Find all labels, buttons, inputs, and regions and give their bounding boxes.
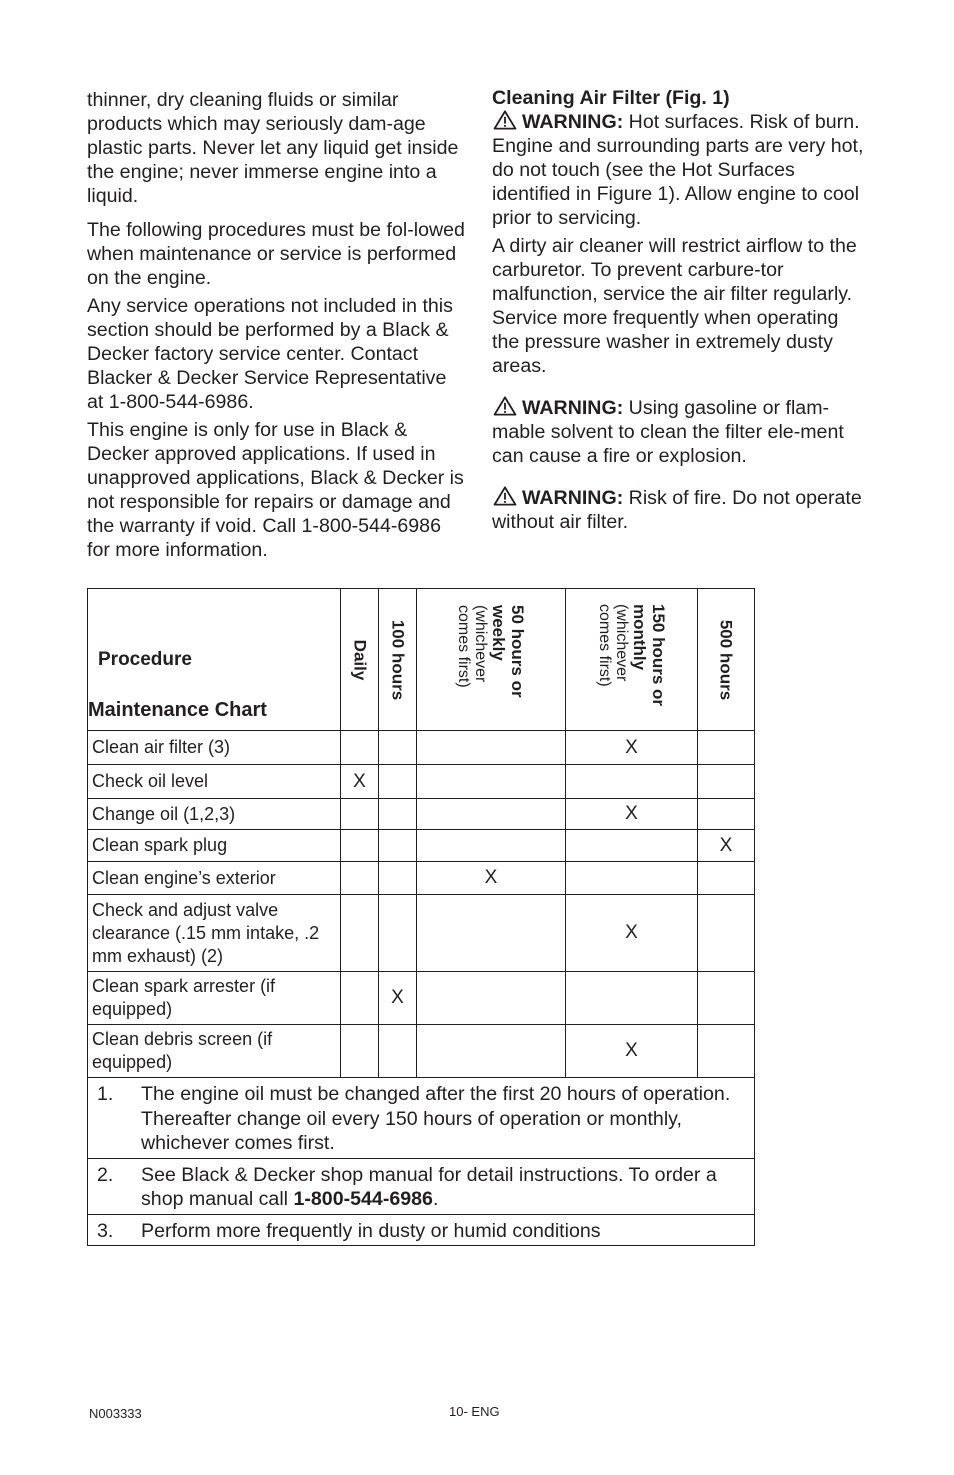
paragraph-cleaning-fluids: thinner, dry cleaning fluids or similar products which may seriously dam-age plastic parts. Never let any liquid get inside the engine; never immerse engine into a liquid.	[87, 89, 459, 207]
mark-150-hours	[566, 830, 698, 862]
paragraph-dirty-air-cleaner: A dirty air cleaner will restrict airflow to the carburetor. To prevent carbure-tor malfunction, service the air filter regularly. Service more frequently when operating the pressure washer in extremely dusty areas.	[492, 235, 857, 377]
maintenance-chart	[87, 588, 755, 1246]
task-cell: Clean debris screen (if equipped)	[88, 1025, 341, 1078]
procedure-header: Procedure	[98, 649, 192, 670]
document-number: N003333	[89, 1406, 142, 1421]
note-row	[88, 1078, 755, 1159]
task-cell: Clean engine’s exterior	[88, 862, 341, 895]
header-500-hours: 500 hours	[716, 619, 736, 700]
mark-50-hours	[417, 972, 566, 1025]
mark-150-hours: X	[566, 731, 698, 765]
warning-text: Using gasoline or flam-mable solvent to clean the filter ele-ment can cause a fire or explosion.	[492, 397, 844, 467]
note-row	[88, 1158, 755, 1214]
header-50-hours: 50 hours or weekly	[489, 604, 527, 698]
warning-label: WARNING:	[522, 397, 624, 419]
warning-gasoline	[492, 396, 870, 468]
mark-100-hours	[379, 862, 417, 895]
note-text-container	[141, 1163, 748, 1212]
header-50-hours-note: (whichever comes first)	[455, 604, 489, 688]
mark-100-hours: X	[379, 972, 417, 1025]
mark-500-hours	[698, 799, 755, 830]
mark-daily	[341, 862, 379, 895]
left-column	[87, 88, 465, 562]
mark-daily	[341, 1025, 379, 1078]
paragraph-service-operations: Any service operations not included in this section should be performed by a Black & Decker factory service center. Contact Blacker & Decker Service Representative at 1-800-544-6986.	[87, 295, 453, 413]
mark-daily	[341, 799, 379, 830]
warning-triangle-icon	[492, 110, 518, 130]
task-cell: Clean spark plug	[88, 830, 341, 862]
table-row	[88, 895, 755, 972]
task-cell: Check and adjust valve clearance (.15 mm intake, .2 mm exhaust) (2)	[88, 895, 341, 972]
chart-header-row	[88, 589, 755, 731]
mark-100-hours	[379, 731, 417, 765]
mark-500-hours	[698, 1025, 755, 1078]
column-header-daily	[341, 589, 379, 731]
mark-50-hours	[417, 799, 566, 830]
mark-50-hours	[417, 765, 566, 799]
warning-hot-surfaces	[492, 110, 870, 230]
note-text: See Black & Decker shop manual for detail instructions. To order a shop manual call	[141, 1163, 717, 1210]
mark-daily	[341, 731, 379, 765]
warning-label: WARNING:	[522, 111, 624, 133]
mark-150-hours	[566, 972, 698, 1025]
mark-100-hours	[379, 895, 417, 972]
warning-label: WARNING:	[522, 487, 624, 509]
warning-text: Risk of fire. Do not operate without air filter.	[492, 487, 862, 533]
warning-text: Hot surfaces. Risk of burn. Engine and surrounding parts are very hot, do not touch (see the Hot Surfaces identified in Figure 1). Allow engine to cool prior to servicing.	[492, 111, 864, 229]
column-header-100-hours	[379, 589, 417, 731]
mark-150-hours: X	[566, 895, 698, 972]
mark-150-hours	[566, 765, 698, 799]
header-150-hours-note: (whichever comes first)	[595, 603, 630, 687]
mark-500-hours: X	[698, 830, 755, 862]
warning-triangle-icon	[492, 486, 518, 506]
table-row	[88, 1025, 755, 1078]
mark-500-hours	[698, 895, 755, 972]
table-row	[88, 799, 755, 830]
mark-50-hours	[417, 731, 566, 765]
paragraph-approved-applications: This engine is only for use in Black & Decker approved applications. If used in unapproved applications, Black & Decker is not responsible for repairs or damage and the warranty if void. Call 1-800-544-6986 for more information.	[87, 419, 464, 561]
mark-500-hours	[698, 765, 755, 799]
mark-500-hours	[698, 972, 755, 1025]
mark-daily: X	[341, 765, 379, 799]
mark-150-hours: X	[566, 1025, 698, 1078]
task-cell: Clean spark arrester (if equipped)	[88, 972, 341, 1025]
section-heading: Cleaning Air Filter (Fig. 1)	[492, 87, 730, 109]
mark-daily	[341, 972, 379, 1025]
note-text: The engine oil must be changed after the first 20 hours of operation. Thereafter change oil every 150 hours of operation or monthly, whichever comes first.	[141, 1083, 731, 1154]
column-header-500-hours	[698, 589, 755, 731]
mark-100-hours	[379, 765, 417, 799]
header-100-hours: 100 hours	[388, 619, 407, 700]
header-150-hours: 150 hours or monthly	[629, 603, 668, 706]
mark-daily	[341, 895, 379, 972]
page-number: 10- ENG	[449, 1404, 500, 1419]
mark-100-hours	[379, 830, 417, 862]
mark-150-hours	[566, 862, 698, 895]
header-daily: Daily	[350, 639, 369, 680]
warning-fire	[492, 486, 870, 534]
mark-100-hours	[379, 799, 417, 830]
chart-title: Maintenance Chart	[88, 699, 267, 721]
note-text: Perform more frequently in dusty or humid conditions	[141, 1219, 601, 1242]
procedure-header-cell	[88, 589, 341, 731]
mark-50-hours	[417, 895, 566, 972]
table-row	[88, 765, 755, 799]
mark-100-hours	[379, 1025, 417, 1078]
right-column	[492, 86, 870, 534]
table-row	[88, 830, 755, 862]
task-cell: Check oil level	[88, 765, 341, 799]
mark-daily	[341, 830, 379, 862]
table-row	[88, 972, 755, 1025]
mark-500-hours	[698, 862, 755, 895]
note-phone-number: 1-800-544-6986	[293, 1188, 433, 1210]
note-number: 3.	[97, 1219, 114, 1242]
task-cell: Clean air filter (3)	[88, 731, 341, 765]
table-row	[88, 862, 755, 895]
task-cell: Change oil (1,2,3)	[88, 799, 341, 830]
table-row	[88, 731, 755, 765]
mark-50-hours	[417, 830, 566, 862]
note-text-suffix: .	[432, 1188, 439, 1210]
column-header-50-hours	[417, 589, 566, 731]
note-number: 2.	[97, 1163, 114, 1186]
note-number: 1.	[97, 1083, 114, 1105]
paragraph-procedures: The following procedures must be fol-lowed when maintenance or service is performed on the engine.	[87, 219, 465, 289]
mark-50-hours: X	[417, 862, 566, 895]
note-row	[88, 1214, 755, 1246]
warning-triangle-icon	[492, 396, 518, 416]
mark-50-hours	[417, 1025, 566, 1078]
mark-150-hours: X	[566, 799, 698, 830]
mark-500-hours	[698, 731, 755, 765]
column-header-150-hours	[566, 589, 698, 731]
